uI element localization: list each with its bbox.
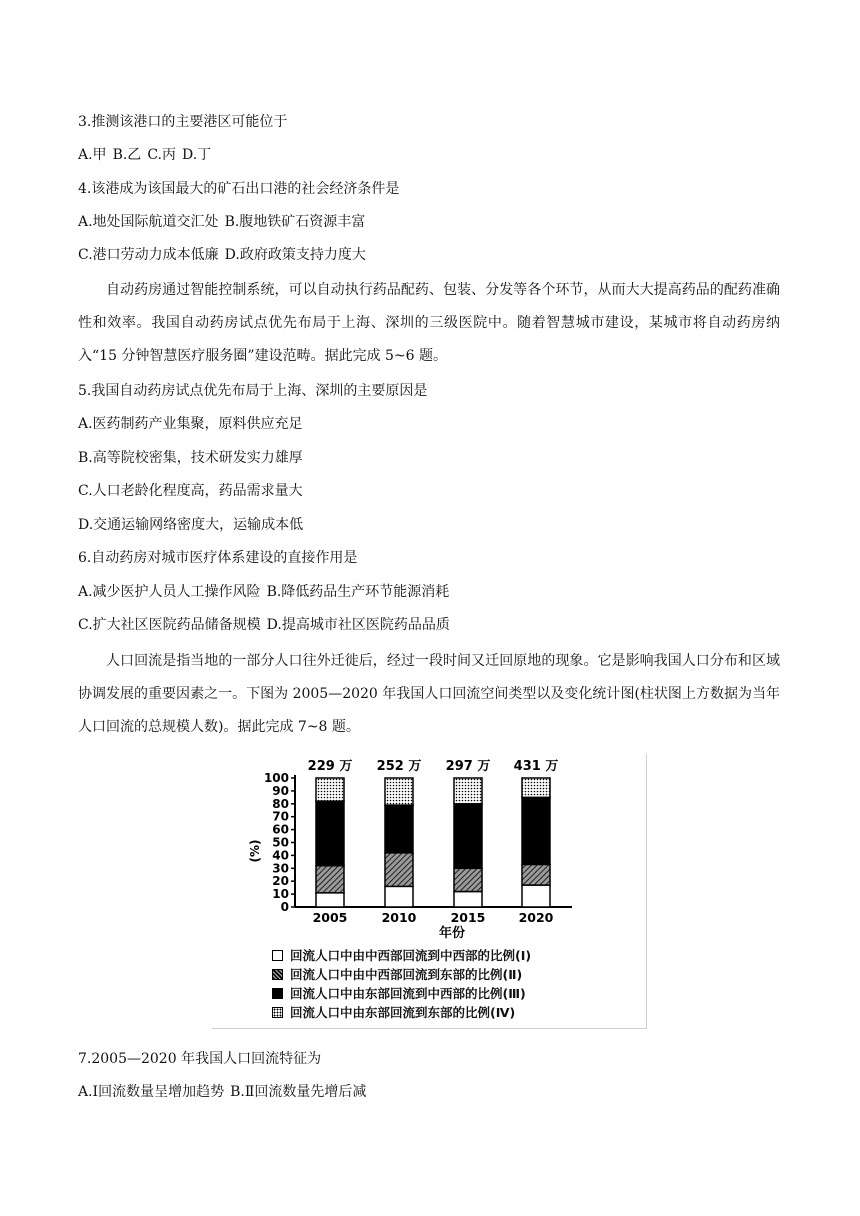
legend-swatch-black — [272, 988, 283, 999]
y-tick-label: 0 — [280, 900, 289, 914]
q3-option-b: B.乙 — [112, 147, 142, 163]
y-tick-label: 100 — [263, 771, 289, 785]
x-axis-label: 年份 — [438, 926, 466, 941]
y-tick-label: 60 — [272, 822, 289, 837]
y-tick-label: 70 — [272, 809, 289, 824]
bar-total-label: 229 万 — [307, 759, 353, 774]
population-return-chart — [212, 754, 647, 1029]
bar-segment-white-2020 — [522, 885, 550, 907]
passage-automatic-pharmacy: 自动药房通过智能控制系统，可以自动执行药品配药、包装、分发等各个环节，从而大大提高药品的配药准确性和效率。我国自动药房试点优先布局于上海、深圳的三级医院中。随着智慧城市建设，某城市将自动药房纳入“15 分钟智慧医疗服务圈”建设范畴。据此完成 5~6 题。 — [78, 282, 780, 364]
q3-option-c: C.丙 — [147, 147, 176, 163]
bar-segment-white-2015 — [454, 892, 482, 907]
q7-stem: 7.2005—2020 年我国人口回流特征为 — [78, 1051, 322, 1067]
y-tick-label: 40 — [272, 848, 289, 863]
q6-options-row1 — [78, 583, 449, 601]
bar-segment-white-2010 — [385, 886, 413, 907]
q5-option-a: A.医药制药产业集聚，原料供应充足 — [78, 416, 303, 432]
q7-options-row1 — [78, 1083, 366, 1101]
q4-option-c: C.港口劳动力成本低廉 — [78, 247, 219, 263]
q6-option-c: C.扩大社区医院药品储备规模 — [78, 617, 261, 633]
bar-segment-dots-2010 — [385, 778, 413, 805]
stacked-bar-chart — [212, 754, 646, 944]
bar-segment-hatch-2005 — [316, 866, 344, 893]
q4-stem: 4.该港成为该国最大的矿石出口港的社会经济条件是 — [78, 181, 400, 197]
y-tick-label: 50 — [272, 835, 289, 850]
legend-item-iv — [272, 1003, 515, 1021]
legend-swatch-dots — [272, 1007, 283, 1018]
legend-label-iii: 回流人口中由东部回流到中西部的比例(Ⅲ) — [290, 986, 526, 1001]
bar-segment-black-2020 — [522, 797, 550, 864]
legend-swatch-hatch — [272, 969, 283, 980]
q4-options-row2 — [78, 246, 366, 264]
q6-stem: 6.自动药房对城市医疗体系建设的直接作用是 — [78, 550, 358, 566]
bar-total-label: 297 万 — [445, 759, 491, 774]
q3-option-d: D.丁 — [181, 147, 212, 163]
q7-option-a: A.Ⅰ回流数量呈增加趋势 — [78, 1084, 225, 1100]
x-tick-label: 2015 — [450, 910, 486, 925]
q5-option-d: D.交通运输网络密度大，运输成本低 — [78, 517, 304, 533]
q4-option-d: D.政府政策支持力度大 — [224, 247, 366, 263]
bar-total-label: 252 万 — [376, 759, 422, 774]
bar-segment-black-2015 — [454, 804, 482, 869]
bar-total-label: 431 万 — [513, 759, 559, 774]
bar-segment-hatch-2010 — [385, 853, 413, 887]
bar-segment-black-2005 — [316, 801, 344, 866]
x-tick-label: 2020 — [518, 910, 554, 925]
legend-label-ii: 回流人口中由中西部回流到东部的比例(Ⅱ) — [290, 967, 523, 982]
q6-option-b: B.降低药品生产环节能源消耗 — [266, 584, 450, 600]
bar-segment-white-2005 — [316, 893, 344, 907]
q4-options-row1 — [78, 213, 365, 231]
legend-label-i: 回流人口中由中西部回流到中西部的比例(Ⅰ) — [290, 948, 532, 963]
q6-option-a: A.减少医护人员人工操作风险 — [78, 584, 261, 600]
bar-segment-hatch-2015 — [454, 868, 482, 891]
passage-population-return: 人口回流是指当地的一部分人口往外迁徙后，经过一段时间又迁回原地的现象。它是影响我国人口分布和区域协调发展的重要因素之一。下图为 2005—2020 年我国人口回流空间类型以及变化统计图(柱状图上方数据为当年人口回流的总规模人数)。据此完成 7~8 题。 — [78, 653, 780, 735]
q3-stem: 3.推测该港口的主要港区可能位于 — [78, 114, 288, 130]
y-tick-label: 30 — [272, 861, 289, 876]
bar-segment-dots-2020 — [522, 778, 550, 797]
q7-option-b: B.Ⅱ回流数量先增后减 — [230, 1084, 367, 1100]
legend-item-ii — [272, 965, 522, 983]
y-tick-label: 80 — [272, 796, 289, 811]
y-tick-label: 90 — [272, 783, 289, 798]
q4-option-b: B.腹地铁矿石资源丰富 — [224, 214, 366, 230]
x-tick-label: 2005 — [312, 910, 348, 925]
q6-options-row2 — [78, 616, 450, 634]
q6-option-d: D.提高城市社区医院药品品质 — [266, 617, 450, 633]
bar-segment-hatch-2020 — [522, 864, 550, 885]
q5-option-b: B.高等院校密集，技术研发实力雄厚 — [78, 450, 303, 466]
q3-option-a: A.甲 — [78, 147, 107, 163]
bar-segment-black-2010 — [385, 805, 413, 853]
q3-options — [78, 146, 211, 164]
q5-option-c: C.人口老龄化程度高，药品需求量大 — [78, 483, 303, 499]
q5-stem: 5.我国自动药房试点优先布局于上海、深圳的主要原因是 — [78, 383, 428, 399]
q4-option-a: A.地处国际航道交汇处 — [78, 214, 219, 230]
legend-item-i — [272, 946, 531, 964]
bar-segment-dots-2015 — [454, 778, 482, 804]
legend-item-iii — [272, 984, 526, 1002]
bar-segment-dots-2005 — [316, 778, 344, 801]
y-tick-label: 20 — [272, 874, 289, 889]
legend-swatch-white — [272, 950, 283, 961]
y-tick-label: 10 — [272, 887, 289, 902]
y-axis-label: (%) — [248, 839, 262, 863]
legend-label-iv: 回流人口中由东部回流到东部的比例(Ⅳ) — [290, 1005, 516, 1020]
x-tick-label: 2010 — [381, 910, 417, 925]
